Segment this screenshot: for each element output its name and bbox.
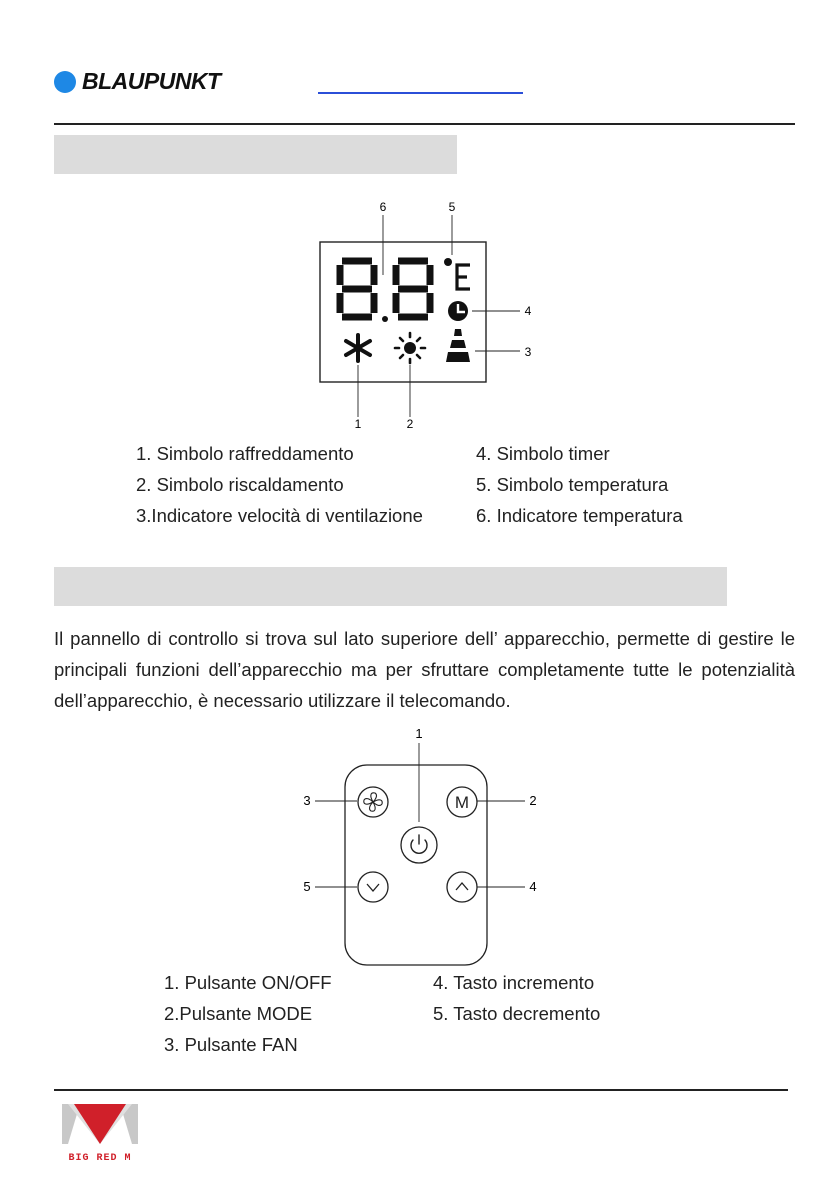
callout-6: 6 (379, 200, 387, 214)
lcd-legend-right (476, 438, 683, 531)
big-red-m-logo (60, 1100, 140, 1165)
callout-5: 5 (448, 200, 456, 214)
heating-sun-icon (395, 333, 425, 363)
lcd-display-diagram (300, 195, 560, 435)
legend-item: 5. Tasto decremento (433, 1003, 601, 1024)
control-panel-description: Il pannello di controllo si trova sul lato superiore dell’ apparecchio, permette di gestire le principali funzioni dell’apparecchio ma per sfruttare completamente tutte le potenzialità dell’apparecchio, è necessario utilizzare il telecomando. (54, 628, 795, 711)
header-link-underline[interactable] (318, 92, 523, 94)
celsius-e-icon (457, 265, 470, 289)
brand-logo (54, 68, 221, 95)
control-panel-diagram (295, 725, 555, 970)
temperature-digits (340, 261, 430, 317)
legend-item: 2. Simbolo riscaldamento (136, 474, 344, 495)
section-heading-bar-display (54, 135, 457, 174)
control-legend-left (164, 967, 332, 1060)
legend-item: 1. Pulsante ON/OFF (164, 972, 332, 993)
degree-dot-icon (444, 258, 452, 266)
callout-3: 3 (303, 793, 311, 808)
control-legend-right (433, 967, 600, 1029)
mode-button[interactable] (447, 787, 477, 817)
callout-1: 1 (354, 417, 362, 431)
legend-item: 4. Tasto incremento (433, 972, 595, 993)
decimal-point (382, 316, 388, 322)
fan-button[interactable] (358, 787, 388, 817)
power-button[interactable] (401, 827, 437, 863)
logo-lettering: BIG RED M (68, 1153, 132, 1164)
lcd-legend-left (136, 438, 423, 531)
timer-icon (448, 301, 468, 321)
fan-speed-icon (446, 329, 470, 362)
brand-dot-icon (54, 71, 76, 93)
callout-3: 3 (524, 345, 532, 359)
legend-item: 1. Simbolo raffreddamento (136, 443, 354, 464)
mode-button-label: M (454, 793, 470, 812)
brand-name: BLAUPUNKT (82, 68, 221, 94)
legend-item: 4. Simbolo timer (476, 443, 610, 464)
callout-2: 2 (406, 417, 414, 431)
callout-5: 5 (303, 879, 311, 894)
footer-divider (54, 1089, 788, 1091)
header-divider (54, 123, 795, 125)
legend-item: 5. Simbolo temperatura (476, 474, 669, 495)
callout-4: 4 (524, 304, 532, 318)
increment-button[interactable] (447, 872, 477, 902)
decrement-button[interactable] (358, 872, 388, 902)
section-heading-bar-control-panel (54, 567, 727, 606)
callout-2: 2 (529, 793, 537, 808)
page-header (0, 0, 839, 124)
legend-item: 3.Indicatore velocità di ventilazione (136, 505, 423, 526)
legend-item: 2.Pulsante MODE (164, 1003, 313, 1024)
cooling-snowflake-icon (346, 335, 370, 361)
legend-item: 3. Pulsante FAN (164, 1034, 298, 1055)
legend-item: 6. Indicatore temperatura (476, 505, 683, 526)
callout-1: 1 (415, 726, 423, 741)
callout-4: 4 (529, 879, 537, 894)
